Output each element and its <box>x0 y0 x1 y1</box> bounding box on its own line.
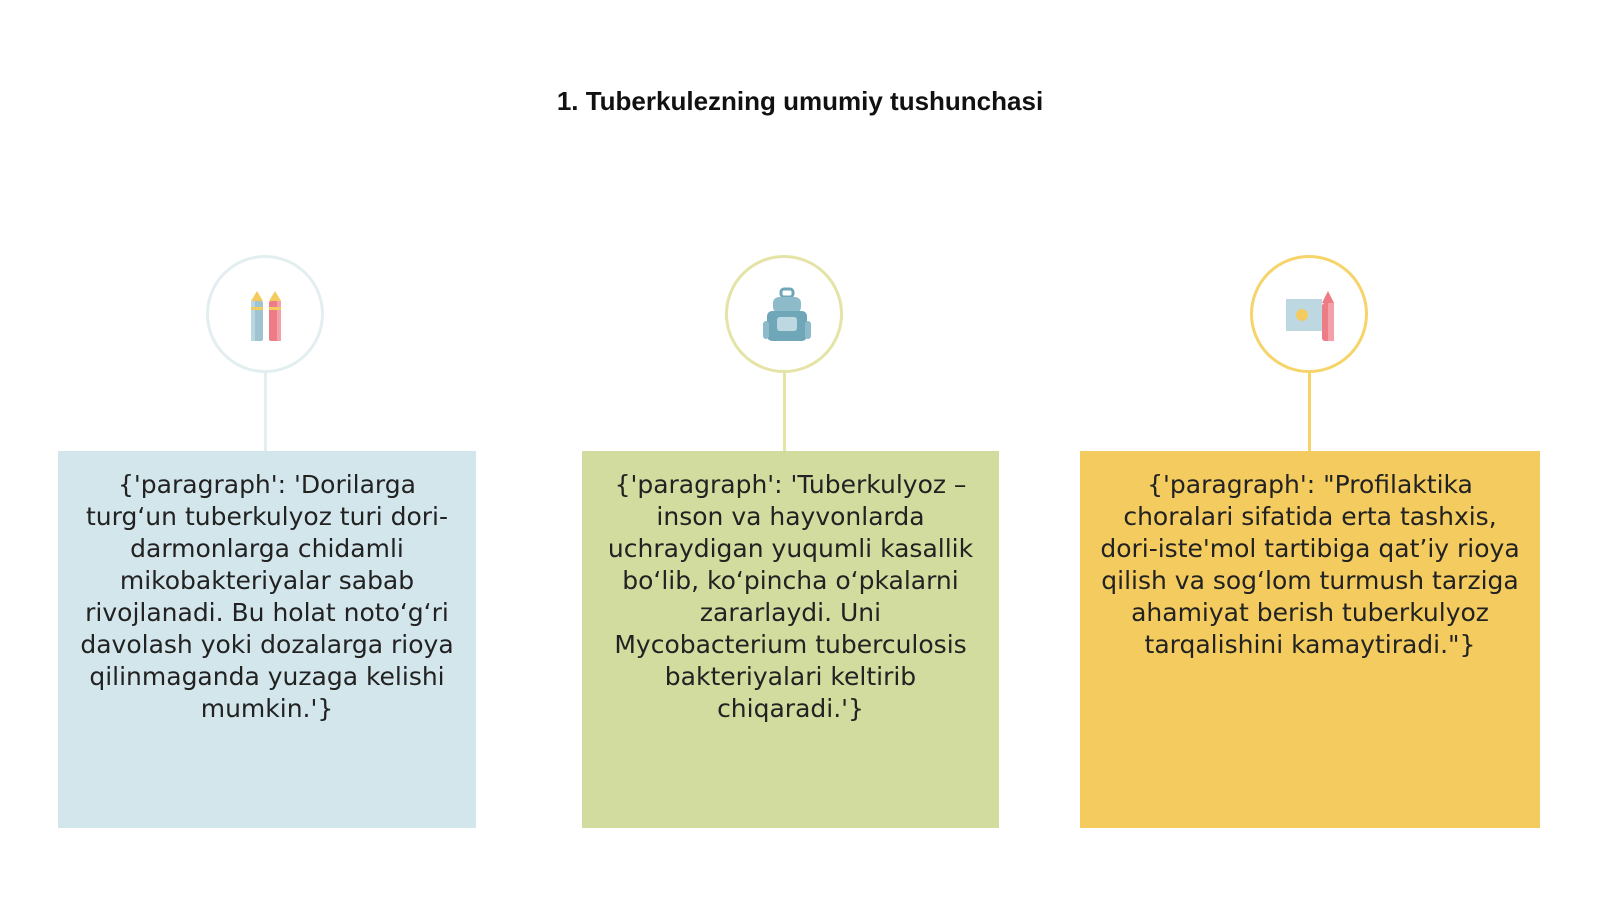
pencils-icon <box>238 287 298 347</box>
card-blue <box>58 451 476 828</box>
picture-and-crayon-icon <box>1282 287 1342 347</box>
card-green <box>582 451 999 828</box>
connector-2 <box>783 373 786 451</box>
connector-3 <box>1308 373 1311 451</box>
icon-circle-3 <box>1250 255 1368 373</box>
card-text: {'paragraph': 'Tuberkulyoz – inson va hayvonlarda uchraydigan yuqumli kasallik bo‘lib, ko‘pincha o‘pkalarni zararlaydi. Uni Mycobacterium tuberculosis bakteriyalari keltirib chiqaradi.'} <box>607 470 974 723</box>
card-yellow <box>1080 451 1540 828</box>
card-text: {'paragraph': "Profilaktika choralari sifatida erta tashxis, dori-iste'mol tartibiga qat’iy rioya qilish va sog‘lom turmush tarziga ahamiyat berish tuberkulyoz tarqalishini kamaytiradi."} <box>1100 470 1520 659</box>
icon-circle-2 <box>725 255 843 373</box>
card-text: {'paragraph': 'Dorilarga turg‘un tuberkulyoz turi dori-darmonlarga chidamli mikobakteriyalar sabab rivojlanadi. Bu holat noto‘g‘ri davolash yoki dozalarga rioya qilinmaganda yuzaga kelishi mumkin.'} <box>80 470 454 723</box>
slide-title: 1. Tuberkulezning umumiy tushunchasi <box>556 86 1044 116</box>
backpack-icon <box>757 287 817 347</box>
icon-circle-1 <box>206 255 324 373</box>
connector-1 <box>264 373 267 451</box>
